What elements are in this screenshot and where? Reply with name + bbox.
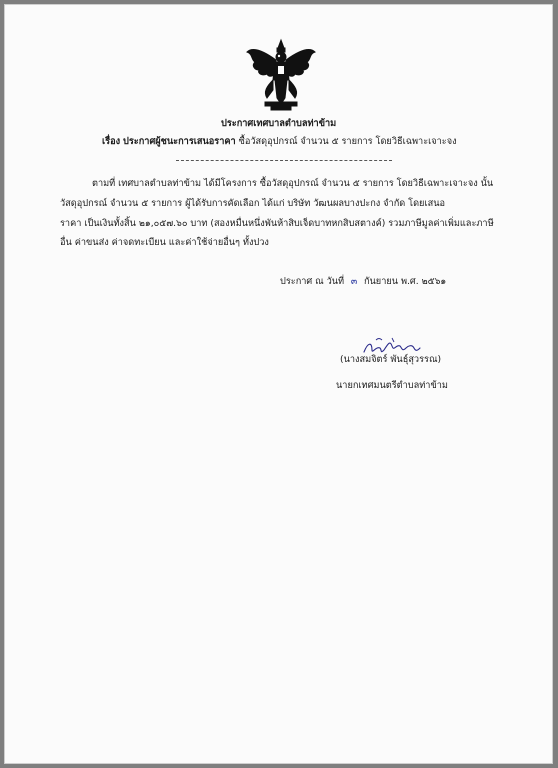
body-line-3: ราคา เป็นเงินทั้งสิ้น ๒๑,๐๕๗.๖๐ บาท (สองหมื่นหนึ่งพันห้าสิบเจ็ดบาทหกสิบสตางค์) รวมภาษีมูลค่าเพิ่มและภาษี <box>60 218 494 229</box>
subject-prefix: เรื่อง <box>102 136 121 147</box>
body-line-2: วัสดุอุปกรณ์ จำนวน ๕ รายการ ผู้ได้รับการคัดเลือก ได้แก่ บริษัท วัฒนผลบางปะกง จำกัด โดยเสนอ <box>60 198 445 209</box>
signatory-name: (นางสมจิตร์ พันธุ์สุวรรณ) <box>340 354 442 365</box>
divider-line <box>176 160 392 161</box>
subject-lead: ประกาศผู้ชนะการเสนอราคา <box>123 136 236 147</box>
document-subject <box>102 136 457 148</box>
garuda-emblem-icon <box>245 38 317 114</box>
announcement-day: ๓ <box>350 276 358 287</box>
body-line-4: อื่น ค่าขนส่ง ค่าจดทะเบียน และค่าใช้จ่ายอื่นๆ ทั้งปวง <box>60 237 269 248</box>
body-line-1: ตามที่ เทศบาลตำบลท่าข้าม ได้มีโครงการ ซื้อวัสดุอุปกรณ์ จำนวน ๕ รายการ โดยวิธีเฉพาะเจาะจง นั้น <box>92 178 494 189</box>
announcement-month-year: กันยายน พ.ศ. ๒๕๖๑ <box>363 276 447 287</box>
announcement-date <box>280 276 446 288</box>
signatory-position: นายกเทศมนตรีตำบลท่าข้าม <box>336 380 448 391</box>
subject-rest: ซื้อวัสดุอุปกรณ์ จำนวน ๕ รายการ โดยวิธีเฉพาะเจาะจง <box>238 136 457 147</box>
document-title: ประกาศเทศบาลตำบลท่าข้าม <box>221 118 337 129</box>
announcement-prefix: ประกาศ ณ วันที่ <box>280 276 345 287</box>
document-page <box>4 4 553 764</box>
